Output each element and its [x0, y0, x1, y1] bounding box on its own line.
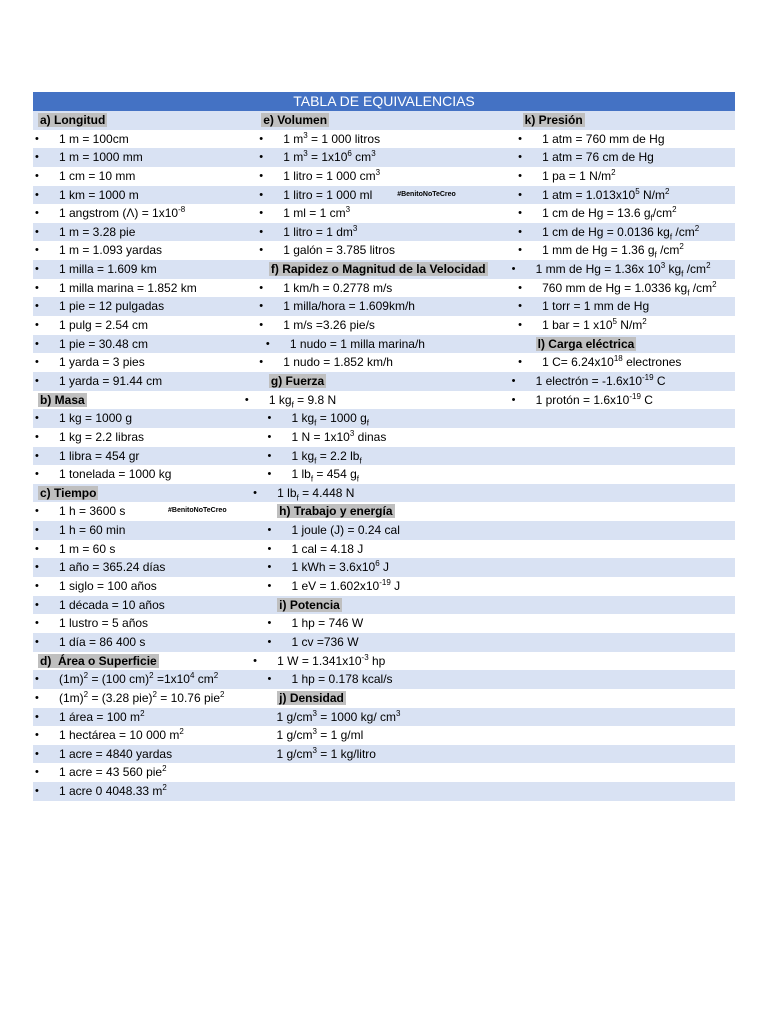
equivalence-item — [510, 391, 735, 410]
section-header-label: e) Volumen — [263, 113, 328, 127]
equivalence-text: 1 litro = 1 000 ml — [283, 187, 373, 202]
equivalence-text: 1 milla/hora = 1.609km/h — [283, 299, 415, 314]
equivalence-item — [516, 241, 735, 260]
equivalence-item — [33, 726, 272, 745]
equivalence-text: 1 $m^3 = 1x10^6$ $cm^3$ — [283, 149, 376, 165]
table-row — [33, 521, 735, 540]
equivalence-item — [257, 223, 516, 242]
table-row — [33, 186, 735, 205]
equivalence-item — [251, 484, 527, 503]
equivalence-text: 1 nudo = 1 milla marina/h — [289, 336, 425, 351]
table-row — [33, 577, 735, 596]
equivalence-text: 1 siglo = 100 años — [59, 579, 157, 594]
equivalence-text: 1 electrón = $-1.6x10^{-19}$ C — [535, 372, 666, 388]
equivalence-text: 1 litro = 1 000 $cm^3$ — [283, 167, 381, 183]
equivalence-item — [33, 241, 257, 260]
equivalence-text: 1 milla marina = 1.852 km — [59, 280, 197, 295]
table-row — [33, 391, 735, 410]
equivalence-item — [265, 447, 534, 466]
equivalence-item — [33, 540, 265, 559]
equivalence-item — [33, 279, 257, 298]
equivalence-item — [33, 335, 264, 354]
equivalence-item — [33, 148, 257, 167]
equivalence-item — [265, 633, 534, 652]
equivalence-text: 1 atm = 760 mm de Hg — [542, 131, 665, 146]
equivalence-table — [33, 92, 735, 801]
equivalence-item — [33, 223, 257, 242]
equivalence-text: 1 galón = 3.785 litros — [283, 243, 395, 258]
table-row — [33, 148, 735, 167]
equivalence-item — [265, 465, 534, 484]
equivalence-item — [265, 521, 534, 540]
empty-cell — [534, 447, 735, 466]
equivalence-item — [516, 204, 735, 223]
equivalence-text: 1 pie = 12 pulgadas — [59, 299, 165, 314]
empty-cell — [534, 558, 735, 577]
empty-cell — [528, 502, 735, 521]
equivalence-text: 1 hp = 746 W — [291, 616, 364, 631]
table-row — [33, 670, 735, 689]
watermark-tag: #BenitoNoTeCreo — [168, 507, 227, 515]
equivalence-text: 1 $W = 1.341x10^{-3}$ hp — [277, 652, 386, 668]
equivalence-text: 1 m = 100cm — [59, 131, 129, 146]
equivalence-text: 1 kWh = $3.6x10^6$ J — [291, 559, 389, 575]
equivalence-text: 1 acre = 43 560 pie$^2$ — [59, 764, 167, 780]
equivalence-text: 1 acre 0 4048.33 $m^2$ — [59, 783, 167, 799]
section-header-label: g) Fuerza — [270, 373, 325, 388]
equivalence-item — [516, 186, 735, 205]
section-header — [256, 111, 517, 130]
table-row — [33, 372, 735, 391]
table-row — [33, 558, 735, 577]
equivalence-text: 1 $kg_f = 9.8$ N — [268, 392, 337, 409]
equivalence-item — [33, 372, 264, 391]
empty-cell — [534, 465, 735, 484]
table-row — [33, 596, 735, 615]
section-header-label: b) Masa — [40, 392, 85, 407]
equivalence-item — [516, 279, 735, 298]
equivalence-text: 1 kg = 2.2 libras — [59, 429, 145, 444]
equivalence-text: $(1m)^2 = (100$ $cm)^2 =1x10^4$ $cm^2$ — [59, 671, 219, 687]
table-row — [33, 409, 735, 428]
equivalence-text: 1 $lb_f = 454$ $g_f$ — [291, 467, 360, 484]
equivalence-item — [516, 223, 735, 242]
table-row — [33, 652, 735, 671]
equivalence-text: 1 km/h = 0.2778 m/s — [283, 280, 393, 295]
equivalence-text: 1 joule (J) = 0.24 cal — [291, 523, 400, 538]
equivalence-item — [33, 745, 272, 764]
empty-cell — [534, 577, 735, 596]
section-header-label: j) Densidad — [279, 690, 344, 705]
table-row — [33, 353, 735, 372]
equivalence-item — [33, 782, 274, 801]
equivalence-item — [272, 708, 527, 727]
empty-cell — [527, 745, 735, 764]
equivalence-item — [516, 148, 735, 167]
equivalence-text: 1 pulg = 2.54 cm — [59, 318, 149, 333]
equivalence-item — [33, 447, 265, 466]
table-row — [33, 223, 735, 242]
equivalence-text: 1 libra = 454 gr — [59, 448, 140, 463]
equivalence-item — [33, 465, 265, 484]
equivalence-text: 1 eV = $1.602x10^{-19}$ J — [291, 578, 401, 594]
equivalence-item — [33, 167, 257, 186]
equivalence-text: 1 cm de Hg = 13.6 $g_f/cm^2$ — [542, 205, 677, 223]
equivalence-item — [33, 521, 265, 540]
empty-cell — [527, 726, 735, 745]
equivalence-text: 1 litro = 1 $dm^3$ — [283, 223, 358, 239]
equivalence-text: 1 mm de Hg = 1.36 $g_f$ $/cm^2$ — [542, 242, 684, 260]
equivalence-text: 1 angstrom $(\Lambda) = 1x10^{-8}$ — [59, 205, 186, 221]
empty-cell — [534, 633, 735, 652]
equivalence-item — [33, 577, 265, 596]
equivalence-item — [264, 335, 531, 354]
section-header-label: f) Rapidez o Magnitud de la Velocidad — [270, 262, 486, 277]
equivalence-text: 1 atm = $1.013x10^5$ $N/m^2$ — [542, 186, 670, 202]
section-header — [518, 111, 735, 130]
equivalence-item — [33, 297, 257, 316]
equivalence-text: 1 lustro = 5 años — [59, 616, 149, 631]
table-row — [33, 111, 735, 130]
empty-cell — [534, 428, 735, 447]
table-row — [33, 447, 735, 466]
table-row — [33, 689, 735, 708]
equivalence-text: 1 kg = 1000 g — [59, 411, 133, 426]
table-row — [33, 335, 735, 354]
empty-cell — [534, 540, 735, 559]
section-header-label: h) Trabajo y energía — [279, 504, 393, 519]
section-header — [33, 391, 243, 410]
equivalence-text: 1 acre = 4840 yardas — [59, 746, 173, 761]
empty-cell — [274, 782, 526, 801]
equivalence-item — [257, 279, 516, 298]
table-row — [33, 708, 735, 727]
equivalence-item — [257, 130, 516, 149]
empty-cell — [528, 484, 735, 503]
table-row — [33, 633, 735, 652]
equivalence-item — [33, 409, 265, 428]
equivalence-text: 1 ml = 1 $cm^3$ — [283, 205, 351, 221]
equivalence-text: 1 m = 1000 mm — [59, 150, 143, 165]
equivalence-text: 1 hp = 0.178 kcal/s — [291, 672, 393, 687]
section-header — [33, 484, 251, 503]
equivalence-item — [33, 353, 257, 372]
equivalence-text: 1 pa = 1 $N/m^2$ — [542, 167, 616, 183]
equivalence-text: 1 m = 3.28 pie — [59, 224, 136, 239]
equivalence-item — [272, 726, 527, 745]
empty-cell — [534, 521, 735, 540]
table-row — [33, 167, 735, 186]
equivalence-item — [33, 633, 265, 652]
table-row — [33, 316, 735, 335]
equivalence-item — [265, 409, 534, 428]
equivalence-item — [33, 186, 257, 205]
section-header-label: k) Presión — [524, 113, 583, 127]
empty-cell — [527, 708, 735, 727]
section-header — [531, 335, 735, 354]
section-header-label: c) Tiempo — [40, 485, 97, 500]
equivalence-text: 1 cv =736 W — [291, 634, 359, 649]
equivalence-item — [33, 596, 272, 615]
equivalence-item — [33, 428, 265, 447]
equivalence-item — [33, 502, 272, 521]
equivalence-item — [33, 614, 265, 633]
equivalence-text: 1 $g/cm^3 = 1$ kg/litro — [276, 745, 376, 761]
equivalence-text: 1 área = 100 $m^2$ — [59, 708, 145, 724]
equivalence-item — [257, 204, 516, 223]
empty-cell — [528, 596, 735, 615]
equivalence-item — [33, 260, 264, 279]
section-header — [264, 260, 510, 279]
equivalence-text: 1 cm de Hg = 0.0136 $kg_f$ $/cm^2$ — [542, 223, 700, 242]
table-row — [33, 279, 735, 298]
equivalence-item — [257, 186, 516, 205]
table-row — [33, 540, 735, 559]
equivalence-item — [265, 614, 534, 633]
equivalence-item — [265, 540, 534, 559]
equivalence-item — [516, 167, 735, 186]
section-header — [264, 372, 510, 391]
equivalence-text: 1 m = 1.093 yardas — [59, 243, 163, 258]
section-header-label: d) Área o Superficie — [40, 653, 157, 668]
table-title: TABLA DE EQUIVALENCIAS — [33, 92, 735, 111]
equivalence-text: 1 h = 3600 s — [59, 504, 126, 519]
table-row — [33, 204, 735, 223]
equivalence-text: 1 $g/cm^3 = 1$ g/ml — [276, 727, 364, 743]
empty-cell — [534, 614, 735, 633]
section-header — [272, 689, 527, 708]
table-row — [33, 614, 735, 633]
equivalence-text: 1 $kg_f = 1000$ $g_f$ — [291, 411, 370, 428]
equivalence-item — [33, 763, 274, 782]
equivalence-text: 1 hectárea = 10 000 $m^2$ — [59, 727, 184, 743]
equivalence-item — [33, 670, 265, 689]
equivalence-item — [33, 130, 257, 149]
section-header-label: l) Carga eléctrica — [537, 336, 635, 351]
table-row — [33, 726, 735, 745]
equivalence-text: 1 yarda = 3 pies — [59, 355, 145, 370]
equivalence-item — [265, 558, 534, 577]
equivalence-text: 760 mm de Hg = 1.0336 $kg_f$ $/cm^2$ — [542, 279, 717, 298]
equivalence-item — [33, 316, 257, 335]
table-body — [33, 111, 735, 801]
equivalence-text: 1 torr = 1 mm de Hg — [542, 299, 650, 314]
equivalence-text: 1 cm = 10 mm — [59, 168, 136, 183]
equivalence-text: 1 pie = 30.48 cm — [59, 336, 149, 351]
table-row — [33, 241, 735, 260]
equivalence-text: 1 km = 1000 m — [59, 187, 139, 202]
equivalence-text: 1 nudo = 1.852 km/h — [283, 355, 393, 370]
equivalence-text: 1 h = 60 min — [59, 523, 126, 538]
equivalence-text: 1 $m^3 = 1$ 000 litros — [283, 130, 381, 146]
equivalence-item — [243, 391, 510, 410]
equivalence-text: 1 atm = 76 cm de Hg — [542, 150, 654, 165]
table-row — [33, 260, 735, 279]
section-header — [272, 596, 527, 615]
equivalence-text: 1 $g/cm^3 = 1000$ kg/ $cm^3$ — [276, 708, 401, 724]
section-header — [33, 652, 251, 671]
equivalence-text: 1 $N = 1x10^3$ dinas — [291, 428, 387, 444]
equivalence-text: 1 año = 365.24 días — [59, 560, 166, 575]
equivalence-item — [257, 148, 516, 167]
empty-cell — [274, 763, 526, 782]
equivalence-text: 1 milla = 1.609 km — [59, 262, 157, 277]
equivalence-item — [265, 428, 534, 447]
empty-cell — [528, 652, 735, 671]
table-row — [33, 465, 735, 484]
table-row — [33, 502, 735, 521]
equivalence-item — [272, 745, 527, 764]
empty-cell — [528, 689, 735, 708]
equivalence-item — [510, 372, 735, 391]
table-row — [33, 484, 735, 503]
section-header-label: a) Longitud — [40, 113, 106, 127]
equivalence-item — [516, 297, 735, 316]
equivalence-item — [33, 204, 257, 223]
empty-cell — [526, 763, 735, 782]
equivalence-text: 1 mm de Hg = 1.36x $10^3$ $kg_f$ $/cm^2$ — [535, 261, 711, 279]
table-row — [33, 297, 735, 316]
equivalence-text: 1 m/s =3.26 pie/s — [283, 318, 375, 333]
equivalence-text: 1 día = 86 400 s — [59, 634, 146, 649]
equivalence-item — [257, 167, 516, 186]
equivalence-item — [257, 297, 516, 316]
equivalence-text: 1 $kg_f = 2.2$ $lb_f$ — [291, 448, 362, 465]
equivalence-text: $(1m)^2 = (3.28$ pie)$^2$ = 10.76 pie$^2$ — [59, 689, 225, 705]
equivalence-text: 1 cal = 4.18 J — [291, 541, 364, 556]
empty-cell — [534, 409, 735, 428]
equivalence-item — [510, 260, 735, 279]
equivalence-text: 1 $lb_f = 4.448$ N — [277, 485, 355, 503]
equivalence-item — [516, 130, 735, 149]
table-row — [33, 745, 735, 764]
equivalence-item — [251, 652, 527, 671]
equivalence-text: 1 tonelada = 1000 kg — [59, 467, 172, 482]
equivalence-text: 1 m = 60 s — [59, 541, 116, 556]
equivalence-text: 1 yarda = 91.44 cm — [59, 373, 163, 388]
equivalence-item — [257, 316, 516, 335]
equivalence-item — [33, 558, 265, 577]
table-row — [33, 763, 735, 782]
section-header — [272, 502, 527, 521]
equivalence-item — [33, 708, 272, 727]
equivalence-item — [516, 316, 735, 335]
equivalence-item — [33, 689, 272, 708]
equivalence-item — [257, 241, 516, 260]
equivalence-text: 1 década = 10 años — [59, 597, 165, 612]
empty-cell — [526, 782, 735, 801]
equivalence-item — [265, 577, 534, 596]
section-header — [33, 111, 256, 130]
equivalence-text: 1 protón = $1.6x10^{-19}$ C — [535, 391, 653, 407]
table-row — [33, 130, 735, 149]
table-row — [33, 782, 735, 801]
equivalence-text: 1 bar = 1 $x10^5$ $N/m^2$ — [542, 317, 647, 333]
equivalence-item — [257, 353, 516, 372]
watermark-tag: #BenitoNoTeCreo — [397, 190, 456, 198]
section-header-label: i) Potencia — [279, 597, 340, 612]
table-row — [33, 428, 735, 447]
equivalence-text: 1 $C= 6.24x10^{18}$ electrones — [542, 354, 682, 370]
equivalence-item — [516, 353, 735, 372]
empty-cell — [534, 670, 735, 689]
equivalence-item — [265, 670, 534, 689]
